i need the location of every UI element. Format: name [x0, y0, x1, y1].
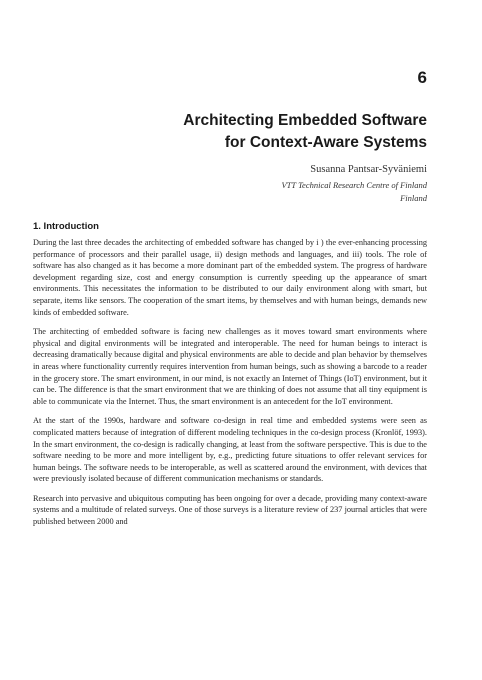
chapter-title-line-1: Architecting Embedded Software	[183, 112, 427, 129]
affiliation-institution: VTT Technical Research Centre of Finland	[281, 180, 427, 190]
author-affiliation	[281, 179, 427, 205]
paragraph-4: Research into pervasive and ubiquitous computing has been ongoing for over a decade, providing many context-aware systems and a multitude of related surveys. One of those surveys is a literature review of 237 journal articles that were published between 2000 and	[33, 493, 427, 527]
paragraph-3: At the start of the 1990s, hardware and software co-design in real time and embedded systems were seen as complicated matters because of integration of different modeling techniques in the co-design process (Kronlöf, 1993). In the smart environment, the co-design is radically changing, at least from the software perspective. This is due to the software needing to be more and more intelligent by, e.g., predicting future situations to offer relevant services for human beings. The software needs to be interoperable, as well as scattered around the environment, with devices that were previously isolated because of different communication mechanisms or standards.	[33, 416, 427, 484]
chapter-title-line-2: for Context-Aware Systems	[224, 134, 427, 151]
section-body	[33, 237, 427, 536]
chapter-title	[87, 110, 427, 154]
paragraph-2: The architecting of embedded software is facing new challenges as it moves toward smart environments where physical and digital environments will be integrated and interoperable. The need for human beings to interact is decreasing dramatically because digital and physical environments are able to decide and plan behavior by themselves in areas where functionality currently requires intervention from human beings, such as showing a barcode to a reader in the grocery store. The smart environment, in our mind, is not exactly an Internet of Things (IoT) environment, but it can be. The difference is that the smart environment that we are thinking of does not assume that all tiny equipment is able to communicate via the Internet. Thus, the smart environment is an antecedent for the IoT environment.	[33, 327, 427, 406]
chapter-number: 6	[417, 68, 427, 87]
affiliation-country: Finland	[400, 193, 427, 203]
paragraph-1: During the last three decades the architecting of embedded software has changed by i ) the ever-enhancing processing performance of processors and their parallel usage, ii) design methods and languages, and iii) tools. The role of software has also changed as it has become a more dominant part of the embedded system. The progress of hardware development regarding size, cost and energy consumption is currently speeding up the appearance of smart environments. This necessitates the information to be distributed to our daily environment along with smart, but separate, items like sensors. The cooperation of the smart items, by themselves and with human beings, demands new kinds of embedded software.	[33, 238, 427, 317]
section-heading: 1. Introduction	[33, 221, 99, 232]
author-name: Susanna Pantsar-Syväniemi	[310, 164, 427, 175]
